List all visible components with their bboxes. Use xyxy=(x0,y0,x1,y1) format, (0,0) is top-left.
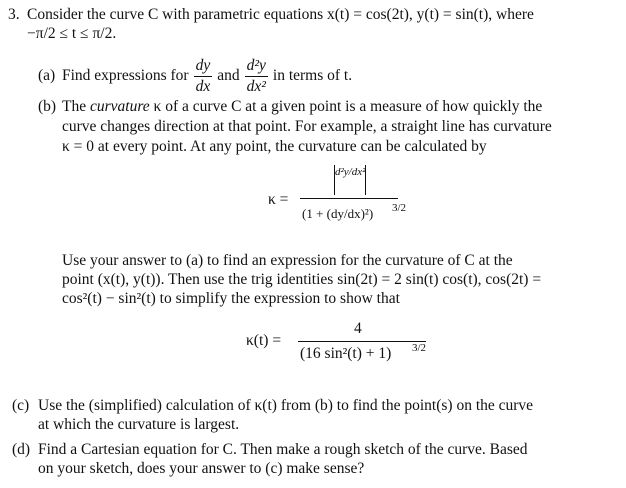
curvature-formula xyxy=(268,165,438,240)
part-b-line-2: curve changes direction at that point. For example, a straight line has curvature xyxy=(62,118,552,135)
problem-intro-line-2: −π/2 ≤ t ≤ π/2. xyxy=(27,25,117,42)
part-d-label: (d) xyxy=(12,441,31,458)
d2y-dx2-numerator: d²y xyxy=(245,58,268,77)
part-a-and: and xyxy=(217,67,240,84)
dy-dx-fraction xyxy=(194,58,213,94)
kappa-t-lhs: κ(t) = xyxy=(246,332,282,349)
part-d-line-1: Find a Cartesian equation for C. Then make a rough sketch of the curve. Based xyxy=(38,441,528,458)
part-b-line-4: Use your answer to (a) to find an expression for the curvature of C at the xyxy=(62,252,513,269)
part-b-line-3: κ = 0 at every point. At any point, the curvature can be calculated by xyxy=(62,138,487,155)
curvature-term: curvature xyxy=(89,98,150,115)
kappa-t-numerator: 4 xyxy=(354,320,362,337)
d2y-dx2-fraction xyxy=(245,58,268,94)
d2y-dx2-denominator: dx² xyxy=(246,77,266,95)
kappa-t-formula xyxy=(246,320,446,370)
part-a-text-before: Find expressions for xyxy=(62,67,189,84)
part-c-label: (c) xyxy=(12,397,30,414)
part-b-line-1 xyxy=(62,98,542,116)
part-c-line-2: at which the curvature is largest. xyxy=(38,416,240,433)
part-c-line-1: Use the (simplified) calculation of κ(t) from (b) to find the point(s) on the curve xyxy=(38,397,534,414)
kappa-numerator: d²y/dx² xyxy=(335,166,366,178)
part-a-text xyxy=(62,56,352,96)
part-b-label: (b) xyxy=(38,98,57,115)
dy-dx-denominator: dx xyxy=(195,77,211,95)
dy-dx-numerator: dy xyxy=(194,58,213,77)
kappa-t-denominator: (16 sin²(t) + 1) xyxy=(300,345,392,362)
part-b-line-5: point (x(t), y(t)). Then use the trig identities sin(2t) = 2 sin(t) cos(t), cos(2t) = xyxy=(62,271,542,288)
kappa-denominator: (1 + (dy/dx)²) xyxy=(302,206,374,221)
part-a-text-after: in terms of t. xyxy=(272,67,353,84)
problem-intro-line-1: Consider the curve C with parametric equations x(t) = cos(2t), y(t) = sin(t), where xyxy=(27,6,534,23)
part-b-line-1-pre: The xyxy=(62,98,87,115)
kappa-lhs: κ = xyxy=(268,191,289,208)
kappa-t-fraction-bar xyxy=(298,341,426,342)
part-b-line-6: cos²(t) − sin²(t) to simplify the expression to show that xyxy=(62,290,400,307)
kappa-t-exponent: 3/2 xyxy=(412,342,427,354)
kappa-fraction-bar xyxy=(300,198,398,199)
part-b-line-1-post: κ of a curve C at a given point is a measure of how quickly the xyxy=(153,98,543,115)
kappa-exponent: 3/2 xyxy=(392,202,407,214)
abs-bars xyxy=(334,165,366,195)
problem-number: 3. xyxy=(8,6,20,23)
part-a-label: (a) xyxy=(38,67,56,84)
part-d-line-2: on your sketch, does your answer to (c) make sense? xyxy=(38,460,365,477)
